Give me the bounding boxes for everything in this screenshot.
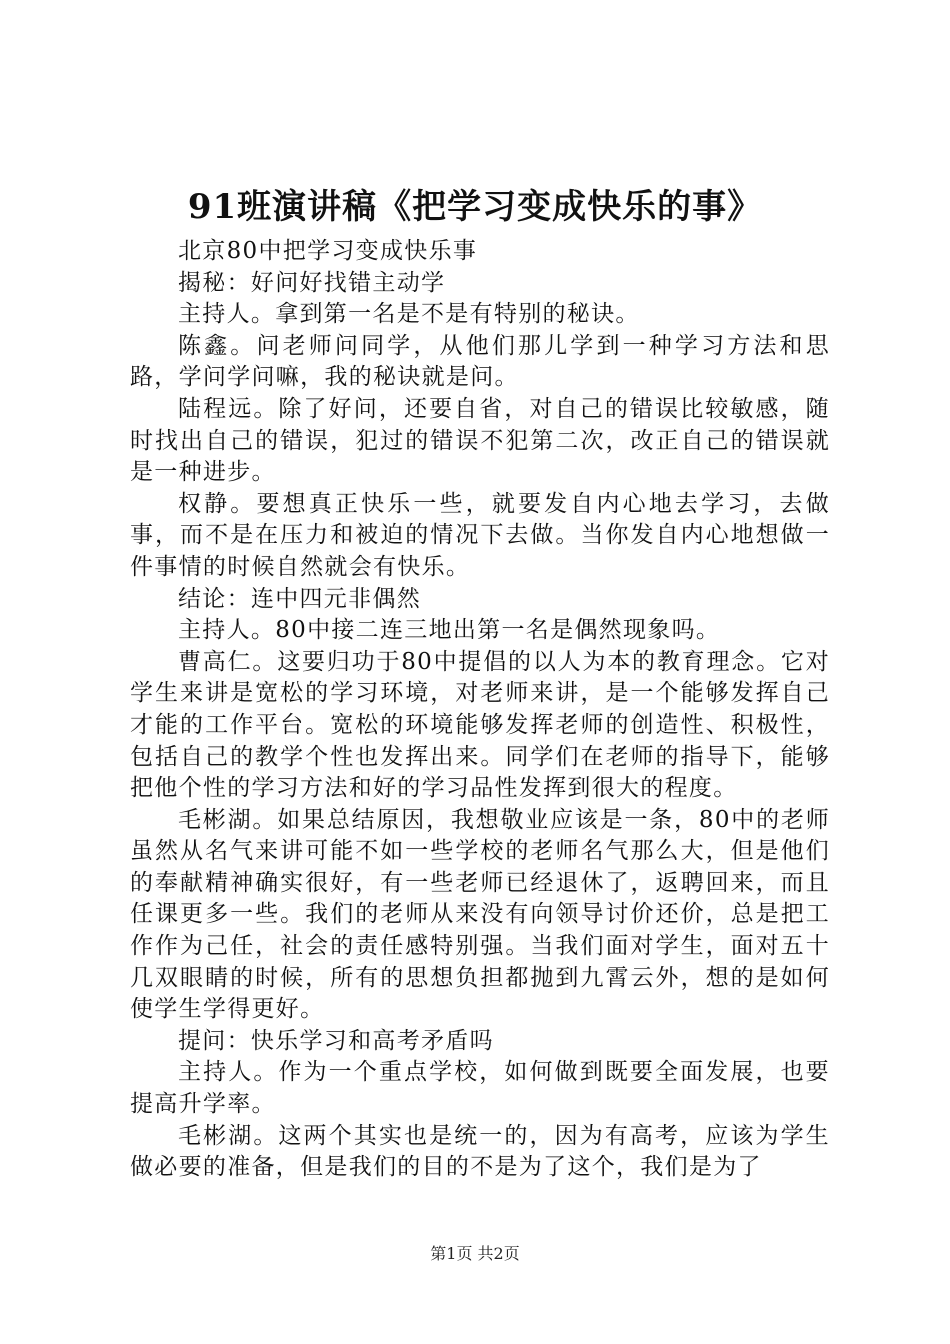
- page-footer: 第1页 共2页: [430, 1244, 520, 1263]
- document-body: [130, 236, 830, 1184]
- paragraph: 陆程远。除了好问，还要自省，对自己的错误比较敏感，随时找出自己的错误，犯过的错误不犯第二次，改正自己的错误就是一种进步。: [130, 395, 830, 486]
- paragraph-section-heading: 提问：快乐学习和高考矛盾吗: [178, 1027, 494, 1054]
- paragraph: 权静。要想真正快乐一些，就要发自内心地去学习，去做事，而不是在压力和被迫的情况下去做。当你发自内心地想做一件事情的时候自然就会有快乐。: [130, 490, 830, 580]
- paragraph: 主持人。80中接二连三地出第一名是偶然现象吗。: [178, 617, 721, 644]
- paragraph: 曹高仁。这要归功于80中提倡的以人为本的教育理念。它对学生来讲是宽松的学习环境，对老师来讲，是一个能够发挥自己才能的工作平台。宽松的环境能够发挥老师的创造性、积极性，包括自己的教学个性也发挥出来。同学们在老师的指导下，能够把他个性的学习方法和好的学习品性发挥到很大的程度。: [130, 648, 830, 802]
- document-title: 91班演讲稿《把学习变成快乐的事》: [187, 187, 763, 227]
- paragraph: 毛彬湖。如果总结原因，我想敬业应该是一条，80中的老师虽然从名气来讲可能不如一些学校的老师名气那么大，但是他们的奉献精神确实很好，有一些老师已经退休了，返聘回来，而且任课更多一些。我们的老师从来没有向领导讨价还价，总是把工作作为己任，社会的责任感特别强。当我们面对学生，面对五十几双眼睛的时候，所有的思想负担都抛到九霄云外，想的是如何使学生学得更好。: [130, 806, 830, 1023]
- paragraph: 毛彬湖。这两个其实也是统一的，因为有高考，应该为学生做必要的准备，但是我们的目的不是为了这个，我们是为了: [130, 1122, 830, 1181]
- paragraph: 主持人。作为一个重点学校，如何做到既要全面发展，也要提高升学率。: [130, 1059, 830, 1118]
- paragraph: 主持人。拿到第一名是不是有特别的秘诀。: [178, 301, 640, 328]
- paragraph-section-heading: 揭秘：好问好找错主动学: [178, 269, 446, 296]
- paragraph-subheading: 北京80中把学习变成快乐事: [178, 238, 478, 264]
- paragraph: 陈鑫。问老师问同学，从他们那儿学到一种学习方法和思路，学问学问嘛，我的秘诀就是问。: [130, 332, 830, 391]
- paragraph-section-heading: 结论：连中四元非偶然: [178, 585, 421, 612]
